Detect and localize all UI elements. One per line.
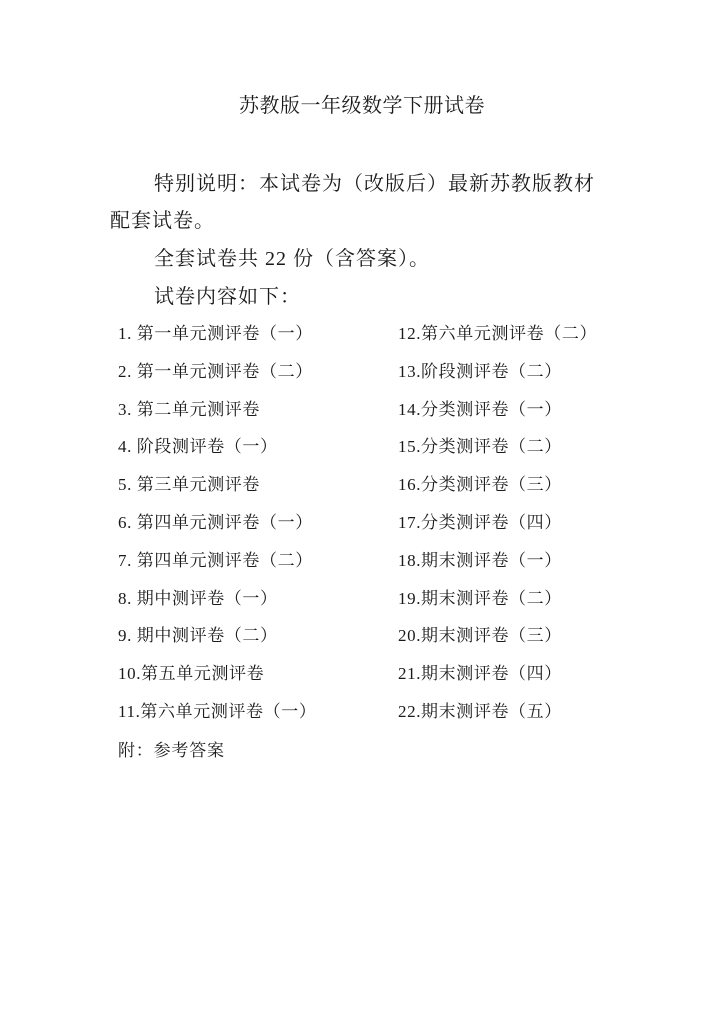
special-note: 特别说明：本试卷为（改版后）最新苏教版教材 (154, 173, 595, 195)
contents-list-item: 17.分类测评卷（四） (398, 513, 562, 532)
contents-list-item: 15.分类测评卷（二） (398, 437, 562, 457)
contents-list-item: 10.第五单元测评卷 (118, 664, 265, 684)
contents-list-item: 21.期末测评卷（四） (398, 664, 562, 684)
appendix-note: 附：参考答案 (118, 741, 225, 760)
contents-list-item: 2. 第一单元测评卷（二） (118, 361, 313, 381)
contents-list-item: 20.期末测评卷（三） (398, 626, 562, 646)
total-count: 全套试卷共 22 份（含答案）。 (154, 248, 430, 270)
contents-list-item: 1. 第一单元测评卷（一） (118, 324, 313, 343)
contents-list-item: 22.期末测评卷（五） (398, 702, 562, 721)
contents-list-item: 3. 第二单元测评卷 (118, 399, 260, 419)
contents-list-item: 16.分类测评卷（三） (398, 475, 562, 495)
contents-list-item: 8. 期中测评卷（一） (118, 588, 278, 608)
contents-list-item: 9. 期中测评卷（二） (118, 626, 278, 646)
contents-list-item: 5. 第三单元测评卷 (118, 475, 260, 495)
contents-list-item: 13.阶段测评卷（二） (398, 361, 562, 381)
contents-list-item: 19.期末测评卷（二） (398, 588, 562, 608)
contents-list-item: 14.分类测评卷（一） (398, 399, 562, 419)
contents-heading: 试卷内容如下： (154, 286, 301, 308)
contents-list-item: 11.第六单元测评卷（一） (118, 702, 317, 721)
contents-list-item: 18.期末测评卷（一） (398, 550, 562, 570)
contents-list-item: 12.第六单元测评卷（二） (398, 324, 598, 343)
contents-list-item: 7. 第四单元测评卷（二） (118, 550, 313, 570)
document-title: 苏教版一年级数学下册试卷 (239, 95, 485, 117)
contents-list-item: 4. 阶段测评卷（一） (118, 437, 278, 457)
contents-list-item: 6. 第四单元测评卷（一） (118, 513, 313, 532)
special-note-continued: 配套试卷。 (110, 210, 215, 232)
